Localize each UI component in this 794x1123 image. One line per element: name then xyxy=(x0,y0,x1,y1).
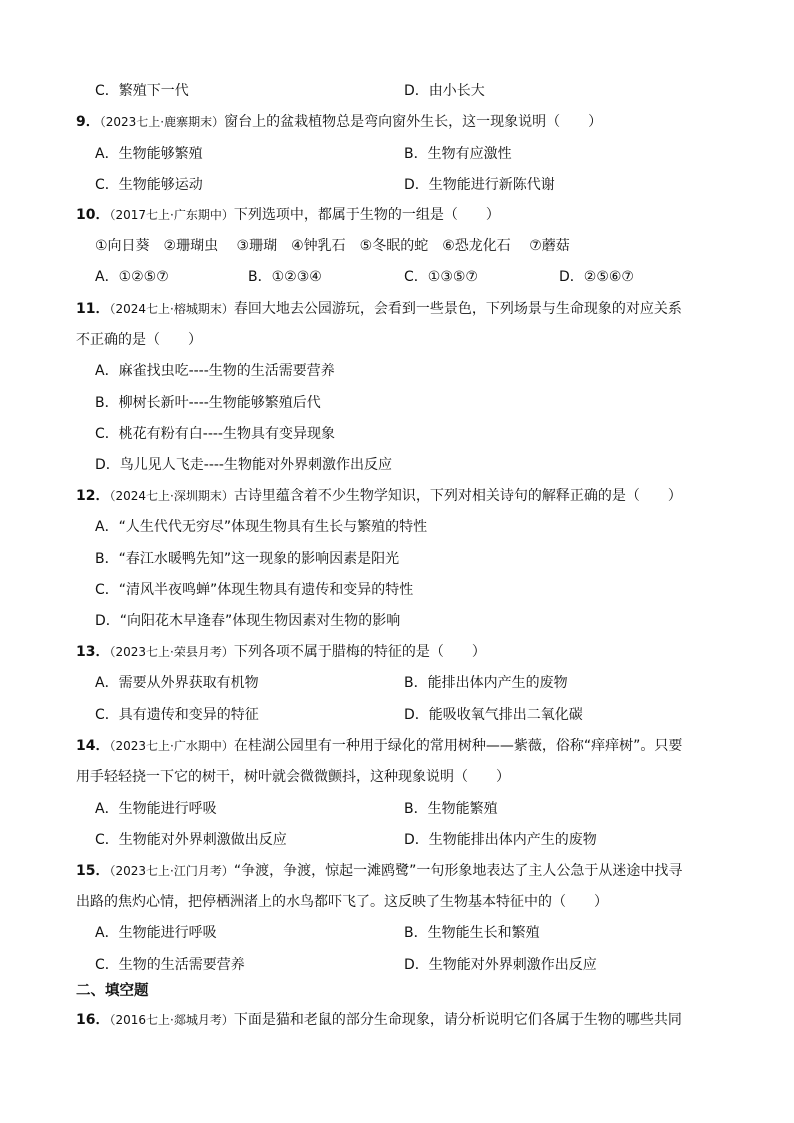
q15-option-c: C．生物的生活需要营养 xyxy=(95,957,245,973)
q9-option-c: C．生物能够运动 xyxy=(95,177,203,193)
question-source: （2024七上·深圳期末） xyxy=(109,489,234,503)
q13-option-b: B．能排出体内产生的废物 xyxy=(404,675,568,691)
question-source: （2023七上·江门月考） xyxy=(109,864,234,878)
question-source: （2016七上·郯城月考） xyxy=(109,1013,234,1027)
question-15 xyxy=(76,862,682,880)
q10-items: ①向日葵 ②珊瑚虫 ③珊瑚 ④钟乳石 ⑤冬眠的蛇 ⑥恐龙化石 ⑦蘑菇 xyxy=(95,238,570,254)
q14-option-c: C．生物能对外界刺激做出反应 xyxy=(95,832,287,848)
q8-option-c: C．繁殖下一代 xyxy=(95,83,189,99)
q14-option-b: B．生物能繁殖 xyxy=(404,801,498,817)
question-16 xyxy=(76,1011,682,1029)
question-number: 10． xyxy=(76,207,110,223)
question-11 xyxy=(76,300,682,318)
question-15-continued: 出路的焦灼心情，把停栖洲渚上的水鸟都吓飞了。这反映了生物基本特征中的（ ） xyxy=(76,894,608,910)
question-source: （2023七上·广水期中） xyxy=(109,739,234,753)
q11-option-a: A．麻雀找虫吃----生物的生活需要营养 xyxy=(95,363,335,379)
question-source: （2023七上·荣县月考） xyxy=(109,645,234,659)
q10-option-b: B．①②③④ xyxy=(248,269,322,285)
question-source: （2024七上·榕城期末） xyxy=(109,302,234,316)
q11-option-b: B．柳树长新叶----生物能够繁殖后代 xyxy=(95,395,321,411)
q10-option-d: D．②⑤⑥⑦ xyxy=(559,269,634,285)
q15-option-a: A．生物能进行呼吸 xyxy=(95,925,217,941)
question-number: 13． xyxy=(76,644,110,660)
question-number: 9． xyxy=(76,114,100,130)
question-14-continued: 用手轻轻挠一下它的树干，树叶就会微微颤抖，这种现象说明（ ） xyxy=(76,769,510,785)
q14-option-a: A．生物能进行呼吸 xyxy=(95,801,217,817)
q10-option-a: A．①②⑤⑦ xyxy=(95,269,169,285)
q12-option-b: B．“春江水暖鸭先知”这一现象的影响因素是阳光 xyxy=(95,551,400,567)
question-14 xyxy=(76,737,682,755)
question-number: 14． xyxy=(76,738,110,754)
q13-option-c: C．具有遗传和变异的特征 xyxy=(95,707,259,723)
question-text: 下面是猫和老鼠的部分生命现象，请分析说明它们各属于生物的哪些共同 xyxy=(233,1012,682,1028)
question-number: 16． xyxy=(76,1012,110,1028)
question-text: 窗台上的盆栽植物总是弯向窗外生长，这一现象说明（ ） xyxy=(224,114,603,130)
question-text: “争渡，争渡，惊起一滩鸥鹭”一句形象地表达了主人公急于从迷途中找寻 xyxy=(233,863,683,879)
q14-option-d: D．生物能排出体内产生的废物 xyxy=(404,832,597,848)
q9-option-a: A．生物能够繁殖 xyxy=(95,146,203,162)
question-source: （2017七上·广东期中） xyxy=(109,208,234,222)
question-10 xyxy=(76,206,500,224)
q13-option-a: A．需要从外界获取有机物 xyxy=(95,675,259,691)
q15-option-b: B．生物能生长和繁殖 xyxy=(404,925,540,941)
q13-option-d: D．能吸收氧气排出二氧化碳 xyxy=(404,707,583,723)
question-9 xyxy=(76,113,602,131)
question-text: 古诗里蕴含着不少生物学知识，下列对相关诗句的解释正确的是（ ） xyxy=(233,488,682,504)
q12-option-d: D．“向阳花木早逢春”体现生物因素对生物的影响 xyxy=(95,613,401,629)
question-text: 下列各项不属于腊梅的特征的是（ ） xyxy=(233,644,486,660)
section-heading-fill-in: 二、填空题 xyxy=(76,983,149,999)
q11-option-d: D．鸟儿见人飞走----生物能对外界刺激作出反应 xyxy=(95,457,392,473)
question-text: 春回大地去公园游玩，会看到一些景色，下列场景与生命现象的对应关系 xyxy=(233,301,682,317)
question-number: 12． xyxy=(76,488,110,504)
q10-option-c: C．①③⑤⑦ xyxy=(404,269,478,285)
q8-option-d: D．由小长大 xyxy=(404,83,485,99)
question-source: （2023七上·鹿寨期末） xyxy=(99,115,225,129)
question-12 xyxy=(76,487,682,505)
q12-option-a: A．“人生代代无穷尽”体现生物具有生长与繁殖的特性 xyxy=(95,519,428,535)
q15-option-d: D．生物能对外界刺激作出反应 xyxy=(404,957,597,973)
q11-option-c: C．桃花有粉有白----生物具有变异现象 xyxy=(95,426,335,442)
question-text: 下列选项中，都属于生物的一组是（ ） xyxy=(233,207,500,223)
question-11-continued: 不正确的是（ ） xyxy=(76,332,202,348)
question-text: 在桂湖公园里有一种用于绿化的常用树种——紫薇，俗称“痒痒树”。只要 xyxy=(233,738,683,754)
question-13 xyxy=(76,643,486,661)
q9-option-d: D．生物能进行新陈代谢 xyxy=(404,177,555,193)
q12-option-c: C．“清风半夜鸣蝉”体现生物具有遗传和变异的特性 xyxy=(95,582,414,598)
question-number: 15． xyxy=(76,863,110,879)
question-number: 11． xyxy=(76,301,110,317)
q9-option-b: B．生物有应激性 xyxy=(404,146,512,162)
